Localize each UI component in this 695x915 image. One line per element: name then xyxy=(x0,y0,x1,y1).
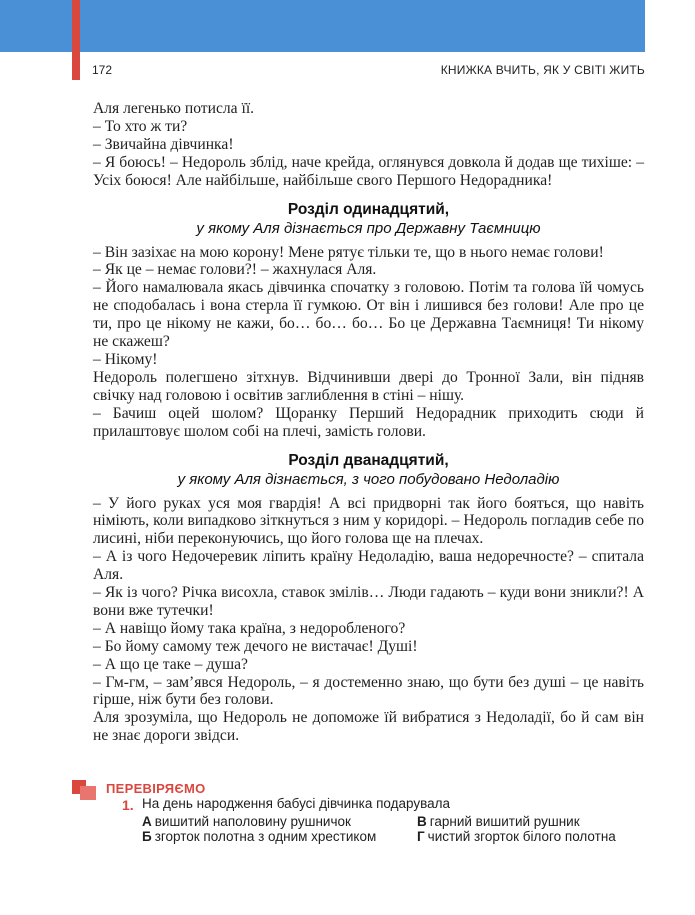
chapter-12-heading xyxy=(93,451,644,489)
question-number: 1. xyxy=(122,797,134,813)
option-text: гарний вишитий рушник xyxy=(429,814,580,829)
option-text: згорток полотна з одним хрестиком xyxy=(154,829,377,844)
answer-option-h[interactable] xyxy=(417,829,616,844)
answer-option-v[interactable] xyxy=(417,814,580,829)
chapter-title: Розділ дванадцятий, xyxy=(288,451,449,469)
chapter-subtitle: у якому Аля дізнається, з чого побудовано Недоладію xyxy=(177,470,560,488)
paragraph: Недороль полегшено зітхнув. Відчинивши двері до Тронної Зали, він підняв свічку над головою і освітив заглиблення в стіні – нішу. xyxy=(93,368,644,404)
check-title: ПЕРЕВІРЯЄМО xyxy=(106,781,206,796)
main-text xyxy=(93,100,644,745)
option-letter: Г xyxy=(417,829,425,844)
paragraph: Аля легенько потисла її. xyxy=(93,100,255,117)
paragraph: – Він зазіхає на мою корону! Мене рятує тільки те, що в нього немає голови! xyxy=(93,243,604,261)
paragraph: Аля зрозуміла, що Недороль не допоможе їй вибратися з Недоладії, бо й сам він не знає дороги звідси. xyxy=(93,709,644,745)
paragraph: – Бо йому самому теж дечого не вистачає! Душі! xyxy=(93,637,418,655)
chapter-11-heading xyxy=(93,200,644,238)
paragraph: – Як із чого? Річка висохла, ставок змілів… Люди гадають – куди вони зникли?! А вони вже тутечки! xyxy=(93,584,644,619)
header-band xyxy=(0,0,645,52)
paragraph: – А що це таке – душа? xyxy=(93,655,248,673)
paragraph: – Бачиш оцей шолом? Щоранку Перший Недорадник приходить сюди й прилаштовує шолом собі на плечі, замість голови. xyxy=(93,404,644,440)
check-squares-icon xyxy=(72,780,98,800)
paragraph: – А із чого Недочеревик ліпить країну Недоладію, ваша недоречносте? – спитала Аля. xyxy=(93,548,644,584)
paragraph: – То хто ж ти? xyxy=(93,117,188,135)
answer-option-b[interactable] xyxy=(142,829,376,844)
option-letter: А xyxy=(142,814,152,829)
chapter-title: Розділ одинадцятий, xyxy=(287,200,450,218)
paragraph: – Нікому! xyxy=(93,350,158,368)
question-text: На день народження бабусі дівчинка подарувала xyxy=(142,796,451,811)
option-letter: В xyxy=(417,814,427,829)
paragraph: – А навіщо йому така країна, з недоробленого? xyxy=(93,619,406,637)
answer-option-a[interactable] xyxy=(142,814,351,829)
paragraph: – Я боюсь! – Недороль зблід, наче крейда, оглянувся довкола й додав ще тихіше: – Усіх боюся! Але найбільше, найбільше свого Першого Недорадника! xyxy=(93,153,644,189)
paragraph: – Гм-гм, – зам’явся Недороль, – я достеменно знаю, що бути без душі – це навіть гірше, ніж бути без голови. xyxy=(93,673,644,709)
header-accent-bar xyxy=(72,0,80,80)
page-number: 172 xyxy=(92,63,113,77)
chapter-subtitle: у якому Аля дізнається про Державну Таємницю xyxy=(196,219,541,237)
paragraph: – Як це – немає голови?! – жахнулася Аля. xyxy=(93,261,377,279)
option-text: вишитий наполовину рушничок xyxy=(154,814,351,829)
option-text: чистий згорток білого полотна xyxy=(427,829,616,844)
running-title: КНИЖКА ВЧИТЬ, ЯК У СВІТІ ЖИТЬ xyxy=(440,63,645,77)
paragraph: – Його намалювала якась дівчинка спочатку з головою. Потім та голова їй чомусь не сподобалась і вона стерла її гумкою. От він і лишився без голови! Але про це ти, про це нікому не кажи, бо… бо… бо… Бо це Державна Таємниця! Ти нікому не скажеш? xyxy=(93,279,644,351)
paragraph: – Звичайна дівчинка! xyxy=(93,135,234,153)
option-letter: Б xyxy=(142,829,152,844)
paragraph: – У його руках уся моя гвардія! А всі придворні так його бояться, що навіть німіють, коли випадково зіткнуться з ним у коридорі. – Недороль погладив себе по лисині, ніби переконуючись, що його голова ще на плечах. xyxy=(93,494,644,548)
